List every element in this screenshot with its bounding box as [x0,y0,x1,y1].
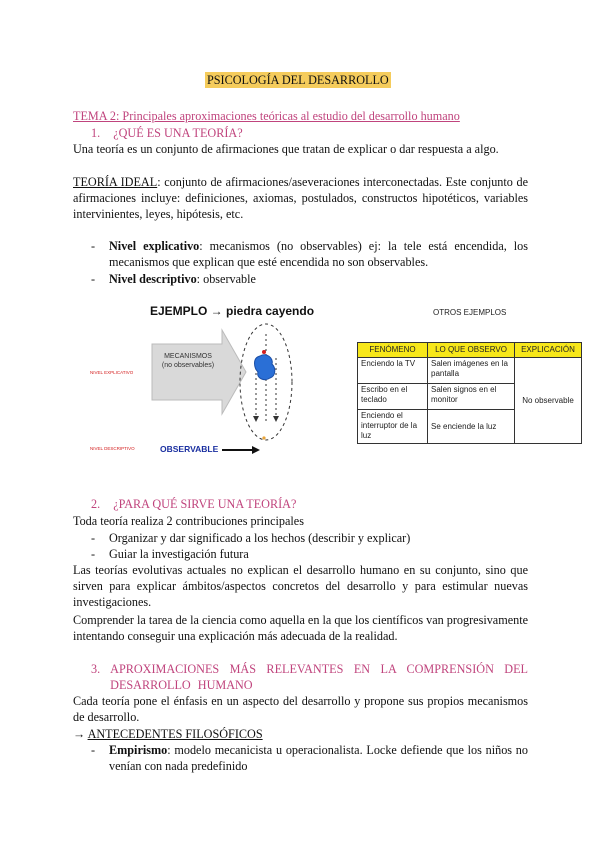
fall-arrowhead [273,416,279,422]
section3-title: APROXIMACIONES MÁS RELEVANTES EN LA COMPRENSIÓN DEL DESARROLLO HUMANO [110,662,528,693]
section2-bullet [91,546,249,562]
bullet-text: : mecanismos (no observables) ej: la tele está encendida, los mecanismos que explican que esté encendida no son observables. [109,239,529,270]
examples-table [357,342,582,444]
bullet-text: : modelo mecanicista u operacionalista. Locke defiende que los niños no venían con nada predefinido [109,743,528,774]
bullet-nivel-explicativo [91,238,528,270]
teoria-ideal-para [73,174,528,223]
cell-observo: Salen signos en el monitor [428,384,515,410]
section1-heading [91,125,243,141]
level-explicativo-label: NIVEL EXPLICATIVO [90,370,134,375]
section3-number: 3. [91,662,101,676]
teoria-ideal-label: TEORÍA IDEAL [73,175,158,189]
bullet-dash: - [91,743,96,757]
bullet-label: Nivel explicativo [109,239,200,253]
section2-heading [91,496,296,512]
doc-title: PSICOLOGÍA DEL DESARROLLO [207,73,389,87]
section3-para1: Cada teoría pone el énfasis en un aspecto del desarrollo y propone sus propios mecanismos de desarrollo. [73,694,528,725]
bullet-nivel-descriptivo [91,271,528,287]
header-observo: LO QUE OBSERVO [428,343,515,358]
arrow-icon: → [73,727,86,741]
section3-heading [91,661,528,693]
bullet-label: Empirismo [109,743,168,757]
section2-number: 2. [91,497,101,511]
example-title: EJEMPLO → piedra cayendo [150,304,315,318]
bullet-label: Nivel descriptivo [109,272,197,286]
observable-arrowhead [252,446,260,454]
cell-fenomeno: Escribo en el teclado [358,384,428,410]
bullet-empirismo [91,742,528,774]
table-header-row [358,343,582,358]
otros-ejemplos-title: OTROS EJEMPLOS [433,308,507,317]
cell-observo: Salen imágenes en la pantalla [428,358,515,384]
example-diagram [80,298,350,468]
stone-mark [262,350,266,354]
section1-title: ¿QUÉ ES UNA TEORÍA? [113,126,243,140]
level-descriptivo-label: NIVEL DESCRIPTIVO [90,446,135,451]
bullet-text: : observable [196,272,256,286]
cell-observo: Se enciende la luz [428,410,515,444]
bullet-text: Guiar la investigación futura [109,547,249,561]
bullet-text: Organizar y dar significado a los hechos (describir y explicar) [109,531,411,545]
fall-path-ellipse [240,324,292,440]
section2-para2: Comprender la tarea de la ciencia como aquella en la que los científicos van progresivamente intentando conseguir una explicación más adecuada de la realidad. [73,613,528,644]
fall-arrowhead [253,416,259,422]
section1-number: 1. [91,126,101,140]
section2-bullet [91,530,410,546]
header-fenomeno: FENÓMENO [358,343,428,358]
example-graphic [80,298,350,468]
observable-label: OBSERVABLE [160,444,219,454]
ground-mark [262,436,265,439]
section2-title: ¿PARA QUÉ SIRVE UNA TEORÍA? [113,497,297,511]
table-row [358,358,582,384]
antecedentes-line [73,726,263,742]
section2-para1: Las teorías evolutivas actuales no explican el desarrollo humano en su conjunto, sino que sirven para explicar ámbitos/aspectos concretos del desarrollo y para estimular nuevas investigaciones. [73,563,528,610]
bullet-dash: - [91,272,96,286]
section1-para1: Una teoría es un conjunto de afirmaciones que tratan de explicar o dar respuesta a algo. [73,142,499,156]
bullet-dash: - [91,239,96,253]
header-explicacion: EXPLICACIÓN [515,343,582,358]
cell-fenomeno: Enciendo el interruptor de la luz [358,410,428,444]
tema-heading: TEMA 2: Principales aproximaciones teóricas al estudio del desarrollo humano [73,109,460,123]
antecedentes-label: ANTECEDENTES FILOSÓFICOS [87,727,263,741]
mechanisms-label: MECANISMOS (no observables) [161,353,215,369]
teoria-ideal-text: : conjunto de afirmaciones/aseveraciones interconectadas. Este conjunto de afirmaciones incluye: definiciones, axiomas, postulados, constructos hipotéticos, variables intervinientes, leyes, hipótesis, etc. [73,175,528,222]
section2-intro: Toda teoría realiza 2 contribuciones principales [73,514,304,528]
cell-explicacion: No observable [515,358,582,444]
cell-fenomeno: Enciendo la TV [358,358,428,384]
mechanisms-arrow [152,330,246,414]
bullet-dash: - [91,547,96,561]
bullet-dash: - [91,531,96,545]
stone-blob [255,355,275,380]
